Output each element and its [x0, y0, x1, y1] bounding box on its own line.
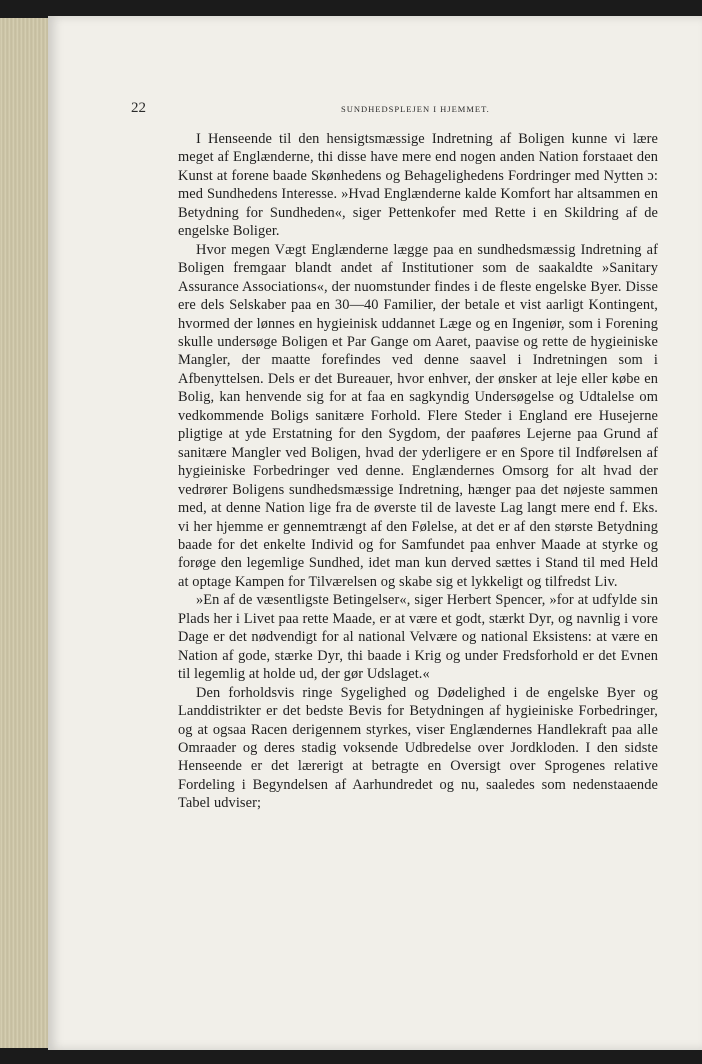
paragraph: Den forholdsvis ringe Sygelighed og Dødelighed i de engelske Byer og Landdistrikter er det bedste Bevis for Betydningen af hygieiniske Forbedringer, og at ogsaa Racen derigennem styrkes, viser Englændernes Handlekraft paa alle Omraader og deres stadig voksende Udbredelse over Jordkloden. I den sidste Henseende er det lærerigt at betragte en Oversigt over Sprogenes relative Fordeling i Begyndelsen af Aarhundredet og nu, saaledes som nedenstaaende Tabel udviser; — [178, 684, 658, 812]
paragraph: Hvor megen Vægt Englænderne lægge paa en sundhedsmæssig Indretning af Boligen fremgaar blandt andet af Institutioner som de saakaldte »Sanitary Assurance Associations«, der nuomstunder findes i de fleste engelske Byer. Disse ere dels Selskaber paa en 30—40 Familier, der betale et vist aarligt Kontingent, hvormed der lønnes en hygieinisk uddannet Læge og en Ingeniør, som i Forening skulle undersøge Boligen et Par Gange om Aaret, paavise og rette de hygieiniske Mangler, der maatte forefindes ved denne saavel i Indretningen som i Afbenyttelsen. Dels er det Bureauer, hvor enhver, der ønsker at leje eller købe en Bolig, kan henvende sig for at faa en sagkyndig Undersøgelse og Udtalelse om vedkommende Boligs sanitære Forhold. Flere Steder i England ere Husejerne pligtige at yde Erstatning for den Sygdom, der paaføres Lejerne paa Grund af sanitære Mangler ved Boligen, hvad der yderligere er en Spore til Indførelsen af hygieiniske Forbedringer ved denne. Englændernes Omsorg for alt hvad der vedrører Boligens sundhedsmæssige Indretning, hænger paa det nøjeste sammen med, at denne Nation lige fra de øverste til de laveste Lag langt mere end f. Eks. vi her hjemme er gennemtrængt af den Følelse, at det er af den største Betydning baade for det enkelte Individ og for Samfundet paa enhver Maade at styrke og forøge den legemlige Sundhed, idet man kun derved sættes i Stand til med Held at optage Kampen for Tilværelsen og skabe sig et lykkeligt og tilfredst Liv. — [178, 241, 658, 590]
paragraph: I Henseende til den hensigtsmæssige Indretning af Boligen kunne vi lære meget af Englænderne, thi disse have mere end nogen anden Nation forstaaet den Kunst at forene baade Skønhedens og Behagelighedens Fordringer med Nytten ɔ: med Sundhedens Interesse. »Hvad Englænderne kalde Komfort har altsammen en Betydning for Sundheden«, siger Pettenkofer med Rette i en Skildring af de engelske Boliger. — [178, 131, 658, 240]
paragraph: »En af de væsentligste Betingelser«, siger Herbert Spencer, »for at udfylde sin Plads her i Livet paa rette Maade, er at være et godt, stærkt Dyr, og navnlig i vore Dage er det nødvendigt for al national Velvære og national Eksistens: at være en Nation af gode, stærke Dyr, thi baade i Krig og under Fredsforhold er det Evnen til legemlig at holde ud, der gør Udslaget.« — [178, 592, 658, 683]
book-page-edges — [0, 18, 53, 1048]
body-text — [178, 130, 658, 813]
page-number: 22 — [131, 100, 146, 116]
running-head-title: SUNDHEDSPLEJEN I HJEMMET. — [341, 104, 490, 114]
running-head — [131, 100, 611, 120]
